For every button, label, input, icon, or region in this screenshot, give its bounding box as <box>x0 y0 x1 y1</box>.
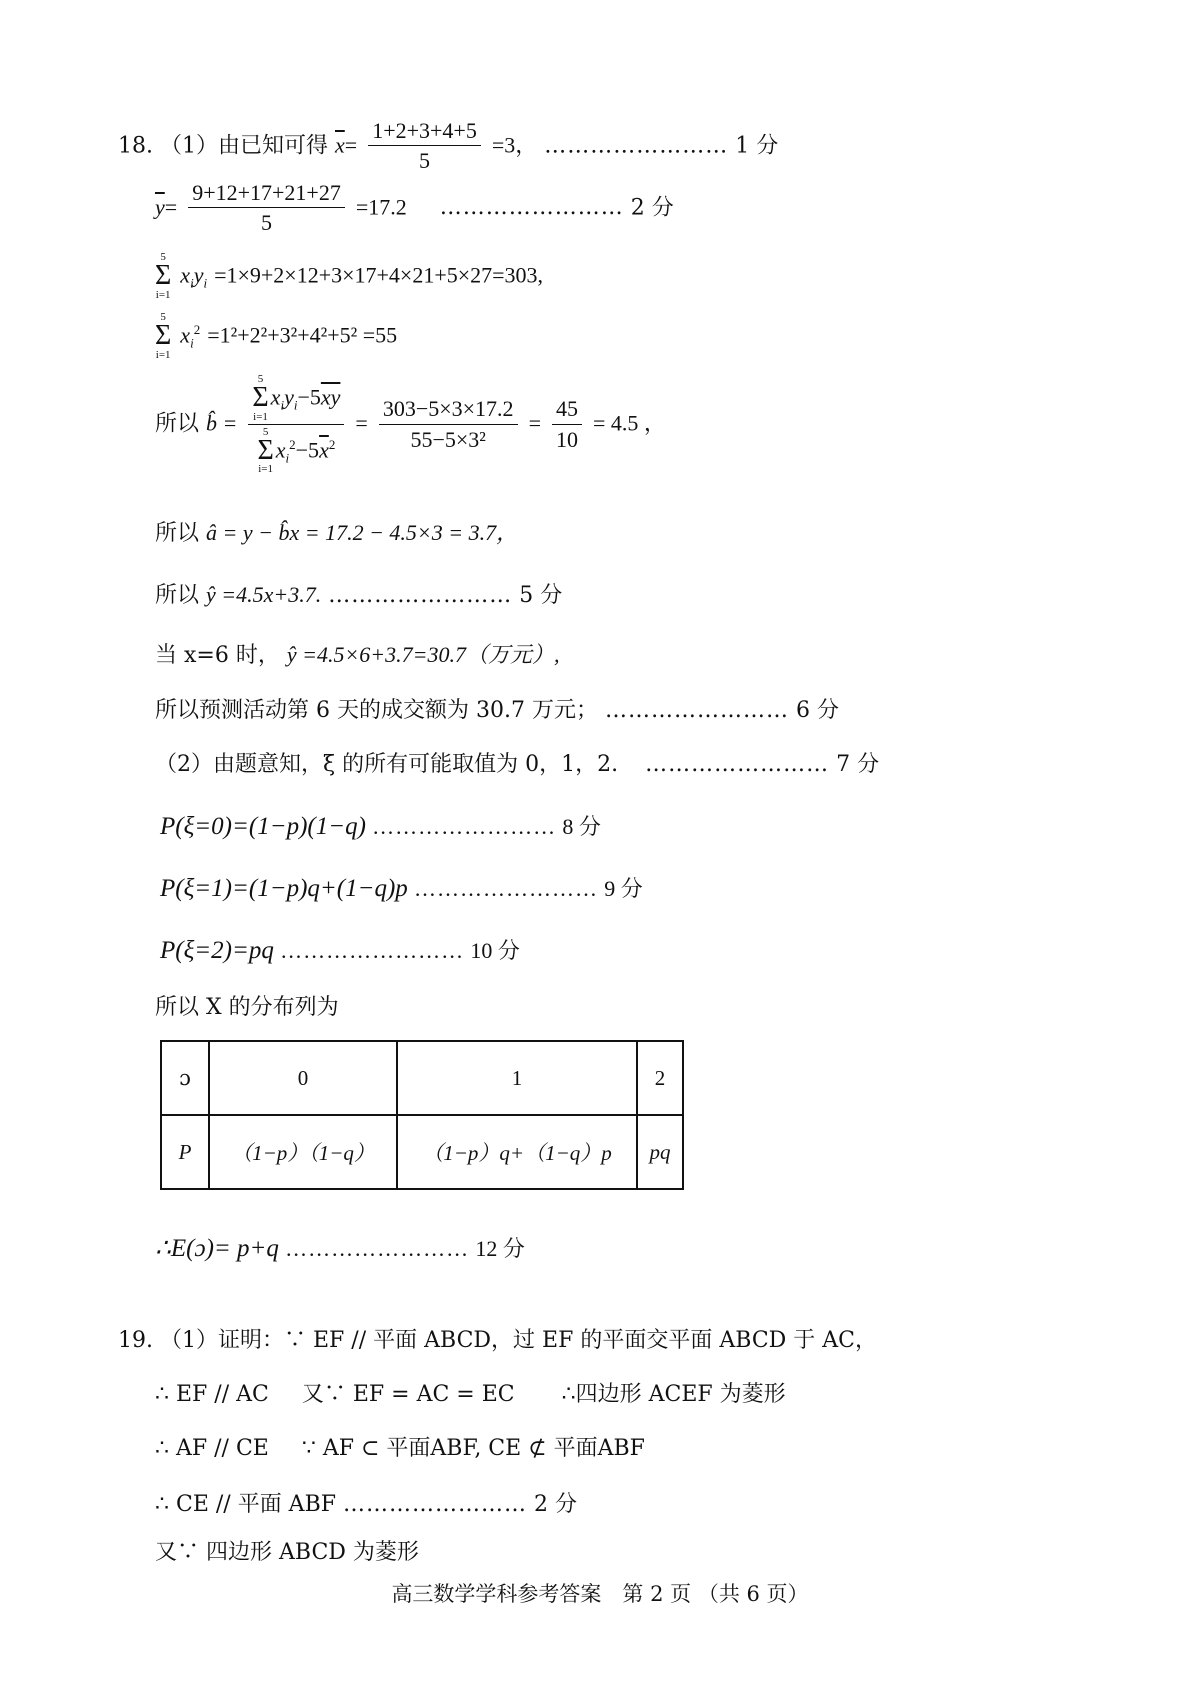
prob-xi-1: P(ξ=1)=(1−p)q+(1−q)p <box>160 875 408 902</box>
dots: …………………… <box>439 195 624 221</box>
xbar-symbol: $\overline{x}$ <box>335 132 345 158</box>
b-value-fraction: $\frac{303-5\times 3\times 17.2}{\text{55−5×3²}}$ <box>379 396 518 453</box>
score-label: 2 分 <box>534 1492 578 1517</box>
table-cell: 1 <box>397 1041 637 1115</box>
q18-line-p1: P(ξ=1)=(1−p)q+(1−q)p …………………… 9 分 <box>160 875 643 902</box>
table-cell: 2 <box>637 1041 683 1115</box>
table-cell: pq <box>637 1115 683 1189</box>
q19-line-5: 又∵ 四边形 ABCD 为菱形 <box>155 1540 419 1565</box>
sum-xy-value: =1×9+2×12+3×17+4×21+5×27=303, <box>214 262 544 288</box>
ybar-result: =17.2 <box>355 194 407 220</box>
b-result: = 4.5 ， <box>592 410 666 436</box>
q18-line-ybar: $\overline{y}=$ $\frac{9+12+17+21+27}{5}$ =17.2 …………………… 2 分 <box>155 180 674 236</box>
table-cell: 0 <box>209 1041 397 1115</box>
table-cell: （1−p）q+（1−q）p <box>397 1115 637 1189</box>
b-hat-symbol: b̂ = <box>206 410 238 436</box>
q18-line-a: 所以 â = y − b̂x = 17.2 − 4.5×3 = 3.7， <box>155 520 519 546</box>
part2-text: （2）由题意知，ξ 的所有可能取值为 0，1，2. <box>155 752 619 777</box>
prob-xi-0: P(ξ=0)=(1−p)(1−q) <box>160 813 366 840</box>
q18-line-p2: P(ξ=2)=pq …………………… 10 分 <box>160 937 520 964</box>
sigma-symbol: 5 Σ i=1 <box>155 311 172 361</box>
q18-number: 18. <box>118 133 153 159</box>
q19-line-3: ∴ AF // CE ∵ AF ⊂ 平面ABF, CE ⊄ 平面ABF <box>155 1436 645 1461</box>
score-label: 6 分 <box>795 698 839 723</box>
sum-x2-value: =1²+2²+3²+4²+5² =55 <box>207 322 398 348</box>
q18-line-predict: 所以预测活动第 6 天的成交额为 30.7 万元； …………………… 6 分 <box>155 698 839 723</box>
q18-line-p0: P(ξ=0)=(1−p)(1−q) …………………… 8 分 <box>160 813 601 840</box>
q19-line-4: ∴ CE // 平面 ABF …………………… 2 分 <box>155 1492 578 1517</box>
score-label: 5 分 <box>519 583 563 608</box>
xbar-result: =3， <box>491 132 538 158</box>
table-cell: P <box>161 1115 209 1189</box>
q18-line-sum-x2: 5 Σ i=1 $x_i^2 =1^2+2^2+3^2+4^2+5^2 =55$ <box>155 311 398 361</box>
q18-line-part2: （2）由题意知，ξ 的所有可能取值为 0，1，2. …………………… 7 分 <box>155 752 880 777</box>
score-label: 8 分 <box>562 814 601 839</box>
score-label: 2 分 <box>630 195 674 221</box>
table-cell: ɔ <box>161 1041 209 1115</box>
b-simplified-fraction: $\frac{45}{10}$ <box>552 396 582 453</box>
q18-line-expectation: ∴E(ɔ)= p+q …………………… 12 分 <box>155 1235 525 1262</box>
sigma-symbol: 5 Σ i=1 <box>155 251 172 301</box>
b-formula-fraction: 5 Σ $i=1x_iy_i-5\overline{xy}$ 5 Σ $i=1x_i^2-5\overline{x}^2$ <box>248 374 344 475</box>
score-label: 10 分 <box>470 938 520 963</box>
score-label: 12 分 <box>475 1236 525 1261</box>
ybar-numerator: 9+12+17+21+27 <box>188 180 345 208</box>
q19-line-1: 19. （1）证明：∵ EF // 平面 ABCD，过 EF 的平面交平面 ABCD 于 AC， <box>118 1328 877 1353</box>
xbar-numerator: 1+2+3+4+5 <box>368 118 481 146</box>
ybar-denominator: 5 <box>261 210 272 236</box>
xbar-denominator: 5 <box>419 148 430 174</box>
table-row <box>161 1041 683 1115</box>
prob-xi-2: P(ξ=2)=pq <box>160 937 274 964</box>
prediction-calc: ŷ =4.5×6+3.7=30.7（万元）, <box>286 642 560 667</box>
dots: …………………… <box>544 133 729 159</box>
q18-line-when: 当 x=6 时， ŷ =4.5×6+3.7=30.7（万元）, <box>155 642 560 668</box>
distribution-table <box>160 1040 684 1190</box>
prediction-text: 所以预测活动第 6 天的成交额为 30.7 万元； <box>155 698 598 723</box>
page-footer: 高三数学学科参考答案 第 2 页 （共 6 页） <box>391 1582 809 1606</box>
score-label: 1 分 <box>735 133 779 159</box>
ybar-symbol: $\overline{y}$ <box>155 194 165 220</box>
q18-dist-intro: 所以 X 的分布列为 <box>155 995 339 1020</box>
q18-line-b: 所以 b̂ = 5 Σ $i=1x_iy_i-5\overline{xy}$ 5 Σ $i=1x_i^2-5\overline{x}^2$ = $\frac{303-5\times 3\times 17.2}{\text{55−5×3²}}$ = $\frac{45}{10}$ = 4.5 ， <box>155 373 666 476</box>
expectation: ∴E(ɔ)= p+q <box>155 1235 279 1262</box>
q18-line-xbar: 18. （1）由已知可得 $\overline{x}=$ $\frac{1+2+3+4+5}{5}$ =3， …………………… 1 分 <box>118 118 779 174</box>
q19-line-2: ∴ EF // AC 又∵ EF = AC = EC ∴四边形 ACEF 为菱形 <box>155 1382 786 1407</box>
score-label: 7 分 <box>836 752 880 777</box>
a-hat-formula: â = y − b̂x = 17.2 − 4.5×3 = 3.7， <box>206 520 519 545</box>
table-cell: （1−p）（1−q） <box>209 1115 397 1189</box>
ybar-fraction <box>188 180 345 237</box>
q18-part1-label: （1）由已知可得 <box>160 133 328 159</box>
regression-equation: ŷ =4.5x+3.7. <box>206 582 322 607</box>
q19-number: 19. <box>118 1328 153 1353</box>
q18-line-regression: 所以 ŷ =4.5x+3.7. …………………… 5 分 <box>155 582 563 608</box>
table-row <box>161 1115 683 1189</box>
score-label: 9 分 <box>604 876 643 901</box>
q18-line-sum-xy: 5 Σ i=1 $x_iy_i =1\times 9+2\times 12+3\times 17+4\times 21+5\times 27=303$, <box>155 251 544 301</box>
xbar-fraction <box>368 118 481 175</box>
